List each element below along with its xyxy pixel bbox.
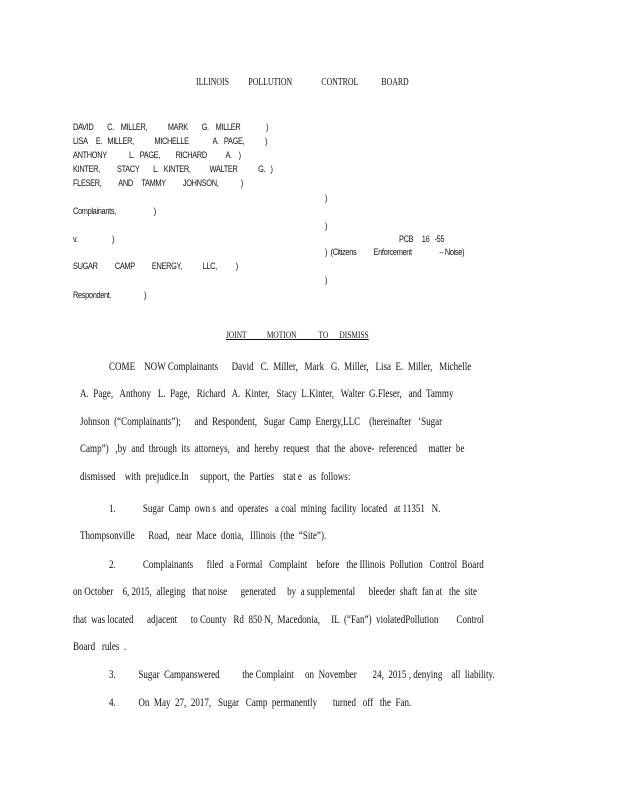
- numbered-paragraph-1: Thompsonville Road, near Mace donia, Illinois (the “Site”).: [80, 530, 327, 542]
- parties-line: LISA E. MILLER, MICHELLE A. PAGE, ): [73, 136, 268, 146]
- numbered-paragraph-4: 4. On May 27, 2017, Sugar Camp permanently turned off the Fan.: [109, 697, 412, 709]
- case-number: PCB 16 -55: [399, 234, 445, 244]
- caption-bracket: ): [325, 193, 328, 203]
- board-title: ILLINOIS POLLUTION CONTROL BOARD: [196, 77, 409, 88]
- numbered-paragraph-2: 2. Complainants filed a Formal Complaint before the Illinois Pollution Control Board: [109, 559, 484, 571]
- numbered-paragraph-2: Board rules .: [73, 641, 127, 653]
- versus-label: v. ): [73, 234, 115, 244]
- parties-line: FLESER, AND TAMMY JOHNSON, ): [73, 178, 243, 188]
- caption-bracket: ): [325, 221, 328, 231]
- intro-line: Camp”) ,by and through its attorneys, and hereby request that the above- referenced matter be: [80, 443, 465, 455]
- caption-bracket: ): [325, 275, 328, 285]
- numbered-paragraph-3: 3. Sugar Campanswered the Complaint on November 24, 2015 , denying all liability.: [109, 669, 495, 681]
- respondent-label: Respondent. ): [73, 290, 147, 300]
- parties-line: DAVID C. MILLER, MARK G. MILLER ): [73, 122, 269, 132]
- case-type: ) (Citizens Enforcement – Noise): [325, 247, 465, 257]
- parties-line: ANTHONY L. PAGE, RICHARD A. ): [73, 150, 241, 160]
- parties-line: KINTER, STACY L. KINTER, WALTER G. ): [73, 164, 273, 174]
- numbered-paragraph-2: that was located adjacent to County Rd 850 N, Macedonia, IL (“Fan”) violatedPollution Control: [73, 614, 485, 626]
- intro-line: COME NOW Complainants David C. Miller, Mark G. Miller, Lisa E. Miller, Michelle: [109, 361, 472, 373]
- intro-line: dismissed with prejudice.In support, the Parties stat e as follows:: [80, 471, 351, 483]
- intro-line: Johnson (“Complainants”); and Respondent, Sugar Camp Energy,LLC (hereinafter ‘Sugar: [80, 416, 443, 428]
- numbered-paragraph-2: on October 6, 2015, alleging that noise generated by a supplemental bleeder shaft fan at the site: [73, 586, 478, 598]
- complainants-label: Complainants, ): [73, 206, 156, 216]
- intro-line: A. Page, Anthony L. Page, Richard A. Kinter, Stacy L.Kinter, Walter G.Fleser, and Tammy: [80, 388, 454, 400]
- motion-title: JOINT MOTION TO DISMISS: [226, 331, 369, 341]
- respondent-company: SUGAR CAMP ENERGY, LLC, ): [73, 261, 238, 271]
- numbered-paragraph-1: 1. Sugar Camp own s and operates a coal mining facility located at 11351 N.: [109, 503, 441, 515]
